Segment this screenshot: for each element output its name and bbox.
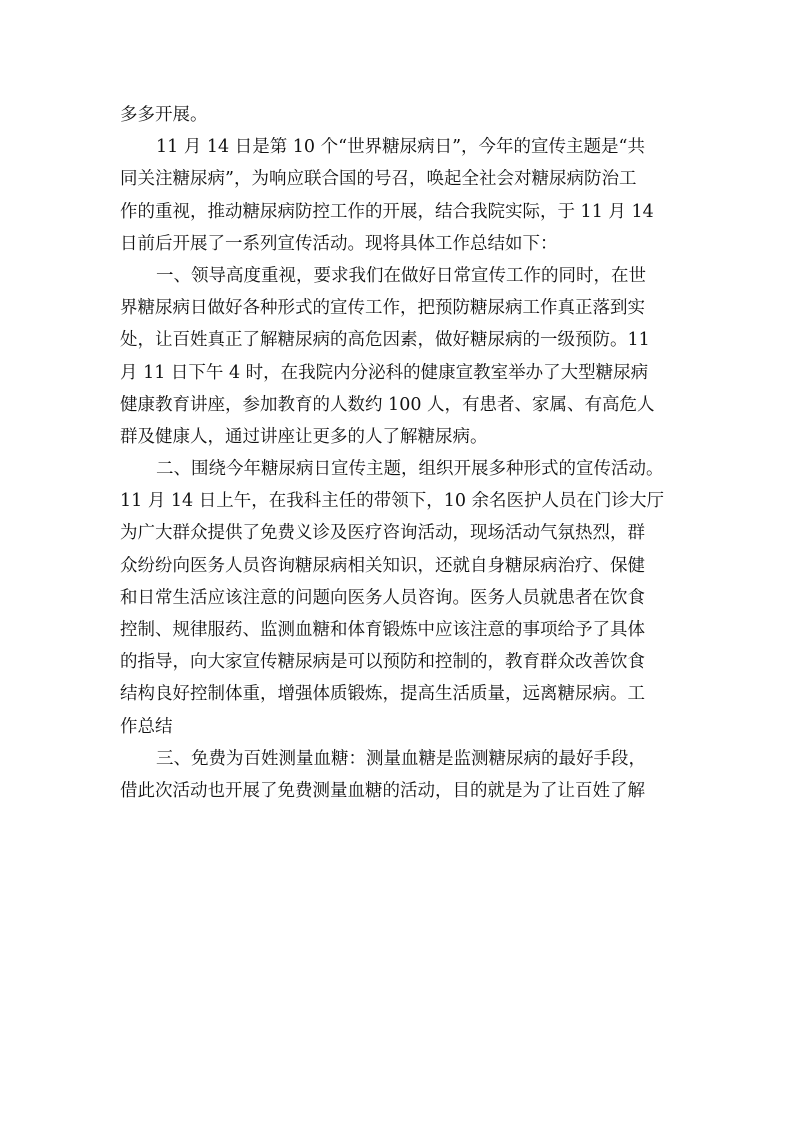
text-line: 界糖尿病日做好各种形式的宣传工作，把预防糖尿病工作真正落到实 [120,298,645,319]
text-line: 日前后开展了一系列宣传活动。现将具体工作总结如下： [120,233,558,254]
text-line: 11 月 14 日上午，在我科主任的带领下，10 余名医护人员在门诊大厅 [120,491,665,512]
text-line: 结构良好控制体重，增强体质锻炼，提高生活质量，远离糖尿病。工 [120,684,645,705]
text-line: 的指导，向大家宣传糖尿病是可以预防和控制的，教育群众改善饮食 [120,652,645,673]
text-line: 众纷纷向医务人员咨询糖尿病相关知识，还就自身糖尿病治疗、保健 [120,555,645,576]
text-line: 控制、规律服药、监测血糖和体育锻炼中应该注意的事项给予了具体 [120,620,645,640]
text-line: 11 月 14 日是第 10 个“世界糖尿病日”，今年的宣传主题是“共 [156,137,645,158]
text-line: 和日常生活应该注意的问题向医务人员咨询。医务人员就患者在饮食 [120,587,645,608]
text-line: 借此次活动也开展了免费测量血糖的活动，目的就是为了让百姓了解 [120,780,645,801]
text-line: 群及健康人，通过讲座让更多的人了解糖尿病。 [120,426,488,447]
text-line: 同关注糖尿病”，为响应联合国的号召，唤起全社会对糖尿病防治工 [120,169,637,190]
document-body [120,99,680,807]
text-line: 一、领导高度重视，要求我们在做好日常宣传工作的同时，在世 [156,265,646,286]
text-line: 处，让百姓真正了解糖尿病的高危因素，做好糖尿病的一级预防。11 [120,330,650,351]
text-line: 三、免费为百姓测量血糖：测量血糖是监测糖尿病的最好手段， [156,748,646,769]
text-line: 为广大群众提供了免费义诊及医疗咨询活动，现场活动气氛热烈，群 [120,523,645,544]
text-line: 月 11 日下午 4 时，在我院内分泌科的健康宣教室举办了大型糖尿病 [120,362,649,383]
text-line: 作的重视，推动糖尿病防控工作的开展，结合我院实际，于 11 月 14 [120,201,654,222]
text-line: 作总结 [120,716,173,737]
text-line: 二、围绕今年糖尿病日宣传主题，组织开展多种形式的宣传活动。 [156,459,664,480]
text-line: 健康教育讲座，参加教育的人数约 100 人，有患者、家属、有高危人 [120,394,655,415]
text-line: 多多开展。 [120,105,208,125]
